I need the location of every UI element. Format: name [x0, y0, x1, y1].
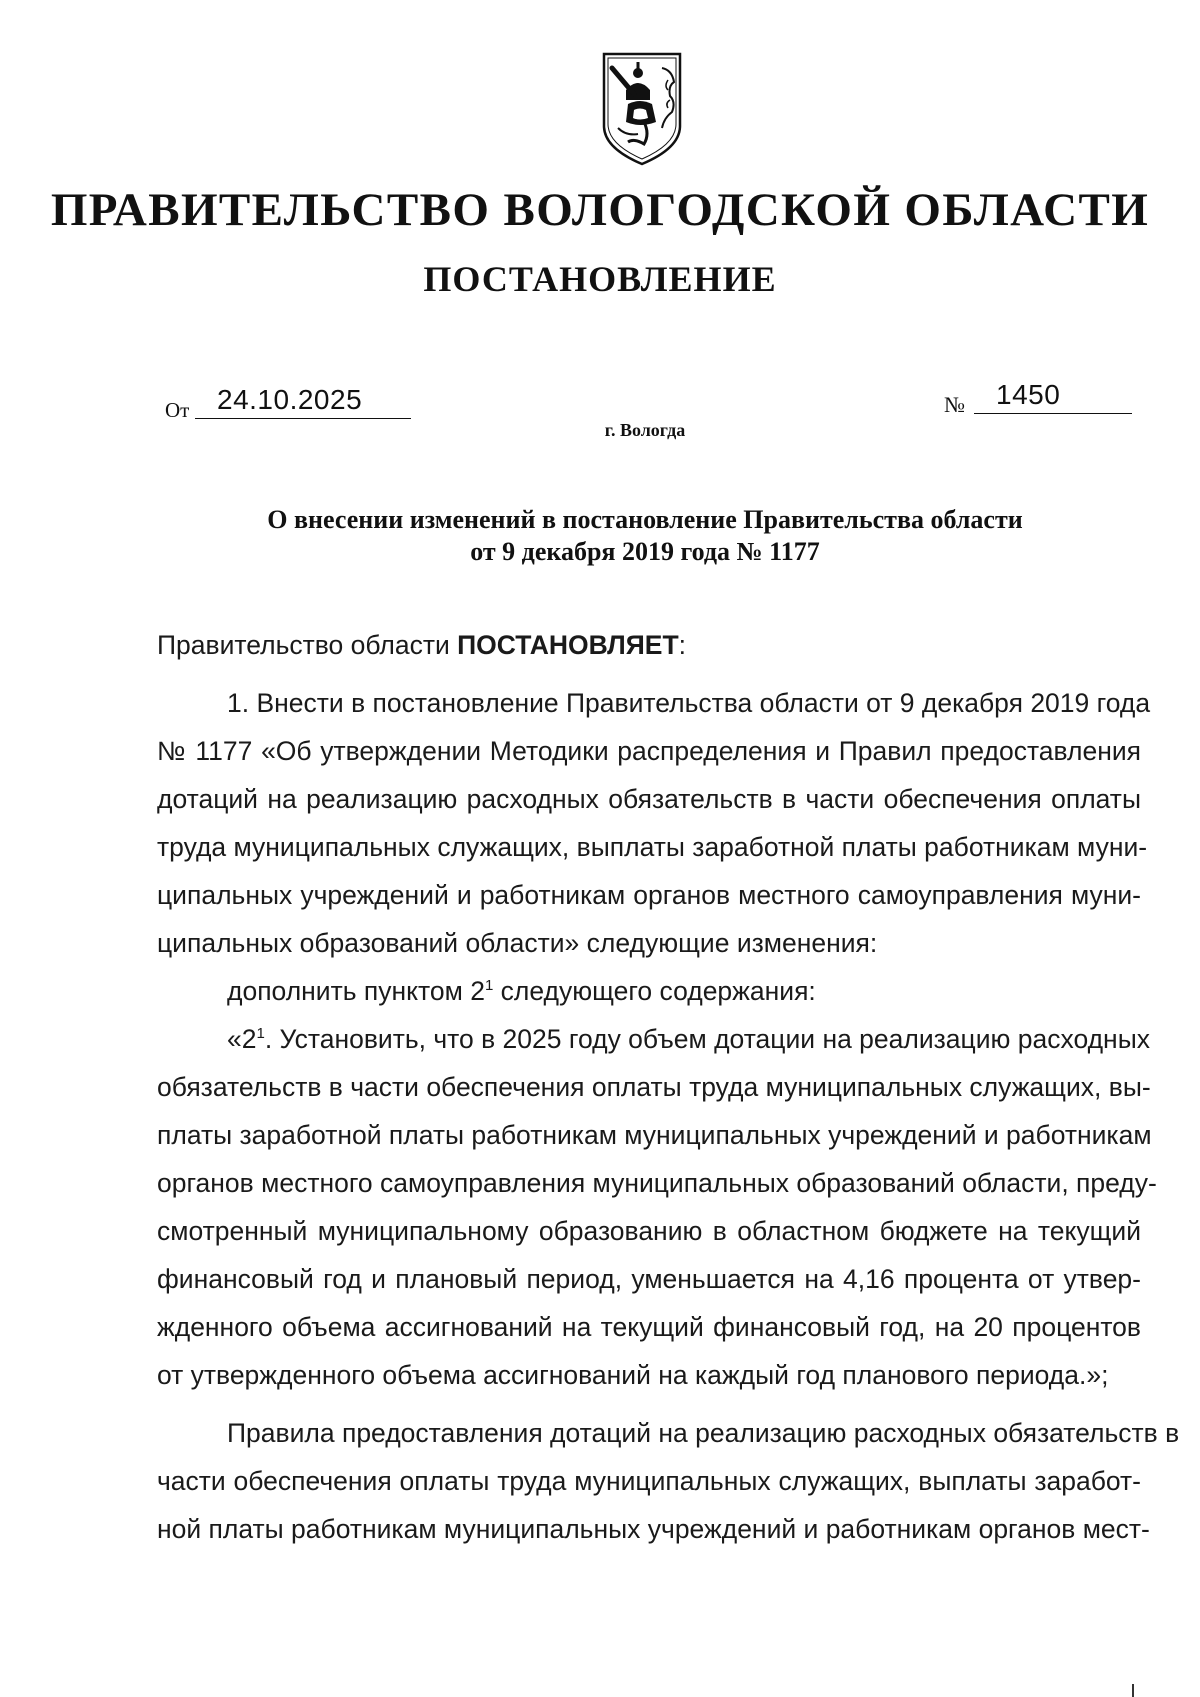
paragraph-line: дотаций на реализацию расходных обязательств в части обеспечения оплаты	[157, 784, 1141, 814]
paragraph-line: части обеспечения оплаты труда муниципальных служащих, выплаты заработ-	[157, 1466, 1141, 1496]
heading-line: О внесении изменений в постановление Правительства области	[267, 505, 1023, 534]
preamble	[157, 630, 1141, 664]
paragraph-line	[157, 1024, 1150, 1058]
number-value: 1450	[996, 379, 1061, 410]
paragraph-line: Правила предоставления дотаций на реализацию расходных обязательств в	[227, 1418, 1180, 1448]
paragraph-line: смотренный муниципальному образованию в областном бюджете на текущий	[157, 1216, 1141, 1246]
paragraph-line: обязательств в части обеспечения оплаты труда муниципальных служащих, вы-	[157, 1072, 1151, 1102]
amend-text: следующего содержания:	[493, 976, 816, 1006]
paragraph-line: № 1177 «Об утверждении Методики распределения и Правил предоставления	[157, 736, 1141, 766]
clause-text: . Установить, что в 2025 году объем дотации на реализацию расходных	[264, 1024, 1150, 1054]
paragraph-line: ной платы работникам муниципальных учреждений и работникам органов мест-	[157, 1514, 1150, 1544]
heading-line: от 9 декабря 2019 года № 1177	[470, 537, 820, 566]
paragraph-line: жденного объема ассигнований на текущий финансовый год, на 20 процентов	[157, 1312, 1141, 1342]
city-name: г. Вологда	[604, 420, 686, 440]
preamble-colon: :	[678, 630, 687, 660]
paragraph-line: от утвержденного объема ассигнований на каждый год планового периода.»;	[157, 1360, 1109, 1390]
paragraph-line: 1. Внести в постановление Правительства области от 9 декабря 2019 года	[227, 688, 1151, 718]
superscript: 1	[256, 1025, 265, 1042]
number-label: №	[944, 392, 965, 417]
preamble-keyword: ПОСТАНОВЛЯЕТ	[457, 630, 679, 660]
paragraph-line	[157, 976, 1141, 1010]
date-label: От	[165, 398, 190, 422]
date-field	[195, 386, 411, 419]
clause-number: «2	[227, 1024, 257, 1054]
date-value: 24.10.2025	[217, 384, 363, 415]
number-field	[974, 380, 1132, 414]
paragraph-line: органов местного самоуправления муниципальных образований области, преду-	[157, 1168, 1157, 1198]
document-type: ПОСТАНОВЛЕНИЕ	[423, 259, 777, 299]
paragraph-line: труда муниципальных служащих, выплаты заработной платы работникам муни-	[157, 832, 1148, 862]
paragraph-line: ципальных образований области» следующие изменения:	[157, 928, 878, 958]
scan-mark	[1132, 1684, 1134, 1697]
preamble-text: Правительство области	[157, 630, 458, 660]
vologda-oblast-coat-of-arms-icon	[598, 48, 686, 168]
document-heading	[0, 504, 1200, 568]
superscript: 1	[484, 977, 494, 994]
paragraph-line: ципальных учреждений и работникам органов местного самоуправления муни-	[157, 880, 1141, 910]
paragraph-line: финансовый год и плановый период, уменьшается на 4,16 процента от утвер-	[157, 1264, 1141, 1294]
paragraph-line: платы заработной платы работникам муниципальных учреждений и работникам	[157, 1120, 1152, 1150]
organization-title: ПРАВИТЕЛЬСТВО ВОЛОГОДСКОЙ ОБЛАСТИ	[50, 184, 1150, 236]
amend-text: дополнить пунктом 2	[227, 976, 485, 1006]
